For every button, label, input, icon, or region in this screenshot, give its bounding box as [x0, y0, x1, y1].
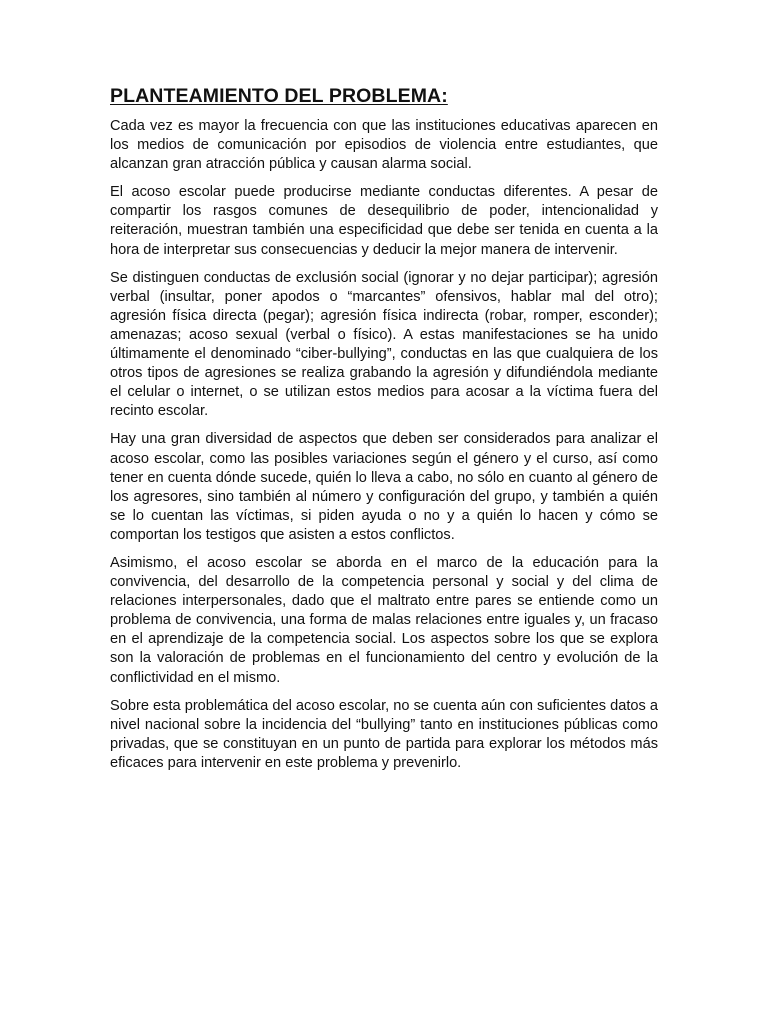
document-title: PLANTEAMIENTO DEL PROBLEMA:	[110, 85, 448, 107]
paragraph-1: Cada vez es mayor la frecuencia con que las instituciones educativas aparecen en los medios de comunicación por episodios de violencia entre estudiantes, que alcanzan gran atracción pública y causan alarma social.	[110, 118, 658, 173]
paragraph-6: Sobre esta problemática del acoso escolar, no se cuenta aún con suficientes datos a nivel nacional sobre la incidencia del “bullying” tanto en instituciones públicas como privadas, que se constituyan en un punto de partida para explorar los métodos más eficaces para intervenir en este problema y prevenirlo.	[110, 697, 658, 771]
paragraph-2: El acoso escolar puede producirse mediante conductas diferentes. A pesar de compartir los rasgos comunes de desequilibrio de poder, intencionalidad y reiteración, muestran también una especificidad que debe ser tenida en cuenta a la hora de interpretar sus consecuencias y deducir la mejor manera de intervenir.	[110, 184, 658, 258]
paragraph-3: Se distinguen conductas de exclusión social (ignorar y no dejar participar); agresión verbal (insultar, poner apodos o “marcantes” ofensivos, hablar mal del otro); agresión física directa (pegar); agresión física indirecta (robar, romper, esconder); amenazas; acoso sexual (verbal o físico). A estas manifestaciones se ha unido últimamente el denominado “ciber-bullying”, conductas en las que cualquiera de los otros tipos de agresiones se realiza grabando la agresión y difundiéndola mediante el celular o internet, o se utilizan estos medios para acosar a la víctima fuera del recinto escolar.	[110, 269, 658, 420]
paragraph-4: Hay una gran diversidad de aspectos que deben ser considerados para analizar el acoso escolar, como las posibles variaciones según el género y el curso, así como tener en cuenta dónde sucede, quién lo lleva a cabo, no sólo en cuanto al género de los agresores, sino también al número y configuración del grupo, y también a quién se lo cuentan las víctimas, si piden ayuda o no y a quién lo hacen y cómo se comportan los testigos que asisten a estos conflictos.	[110, 431, 658, 543]
document-page	[110, 84, 658, 782]
paragraph-5: Asimismo, el acoso escolar se aborda en el marco de la educación para la convivencia, del desarrollo de la competencia personal y social y del clima de relaciones interpersonales, dado que el maltrato entre pares se entiende como un problema de convivencia, una forma de malas relaciones entre iguales y, un fracaso en el aprendizaje de la competencia social. Los aspectos sobre los que se explora son la valoración de problemas en el funcionamiento del centro y evolución de la conflictividad en el mismo.	[110, 554, 658, 686]
